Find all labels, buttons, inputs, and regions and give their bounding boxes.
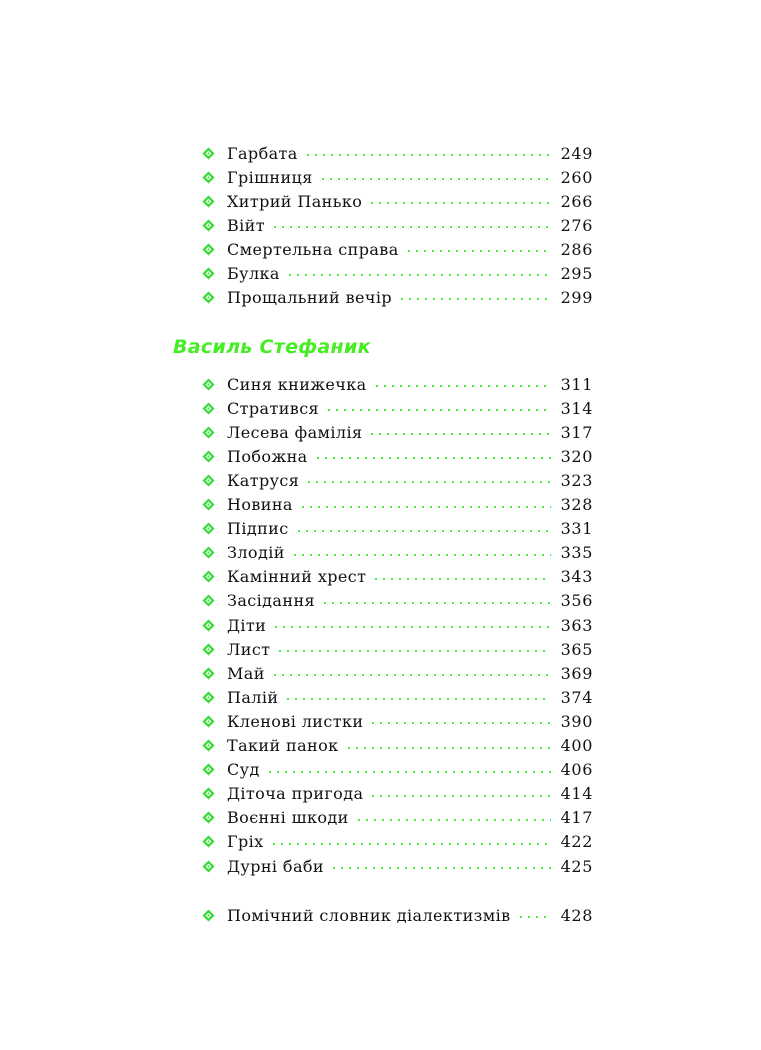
- toc-entry-page-number: 390: [560, 711, 593, 731]
- toc-entry-title: Катруся: [227, 470, 300, 490]
- toc-entry-title: Смертельна справа: [227, 239, 399, 259]
- toc-entry-title: Такий панок: [227, 736, 339, 755]
- dot-leader: [304, 154, 551, 156]
- green-diamond-icon: [202, 594, 215, 607]
- dot-leader: [325, 409, 551, 411]
- green-diamond-icon: [202, 570, 215, 583]
- dot-leader: [355, 819, 551, 821]
- toc-entry-page-number: 276: [560, 215, 593, 235]
- toc-entry-title: Хитрий Панько: [227, 191, 363, 211]
- toc-entry-page-number: 369: [560, 663, 593, 683]
- toc-entry: [202, 372, 593, 396]
- toc-entry-page-number: 260: [560, 167, 593, 187]
- green-diamond-icon: [202, 147, 215, 160]
- green-diamond-icon: [202, 739, 215, 752]
- toc-entry: [202, 685, 593, 709]
- dot-leader: [369, 795, 551, 797]
- toc-entry-title: Стратився: [227, 398, 320, 418]
- toc-entry-page-number: 425: [560, 856, 593, 876]
- dot-leader: [368, 202, 551, 204]
- dot-leader: [321, 602, 551, 604]
- toc-entry: [202, 709, 593, 733]
- toc-entry-page-number: 365: [560, 639, 593, 659]
- dot-leader: [266, 771, 551, 773]
- toc-entry-title: Новина: [227, 495, 293, 514]
- toc-entry-title: Суд: [227, 760, 260, 780]
- toc-entry-page-number: 317: [560, 422, 593, 442]
- toc-entry-title: Грішниця: [227, 167, 313, 187]
- toc-entry-title: Булка: [227, 263, 280, 283]
- dot-leader: [368, 433, 551, 435]
- toc-entry-page-number: 266: [560, 191, 593, 211]
- dot-leader: [305, 481, 551, 483]
- dot-leader: [295, 530, 551, 532]
- green-diamond-icon: [202, 787, 215, 800]
- toc-entry: [202, 396, 593, 420]
- toc-entry: [202, 213, 593, 237]
- toc-entry-title: Гарбата: [227, 143, 298, 163]
- toc-entry: [202, 444, 593, 468]
- toc-entry-page-number: 374: [560, 687, 593, 707]
- green-diamond-icon: [202, 171, 215, 184]
- dot-leader: [286, 274, 551, 276]
- toc-entry-title: Палій: [227, 687, 279, 707]
- green-diamond-icon: [202, 763, 215, 776]
- toc-entry: [202, 661, 593, 685]
- green-diamond-icon: [202, 715, 215, 728]
- dot-leader: [373, 385, 551, 387]
- toc-entry-page-number: 363: [560, 615, 593, 635]
- toc-entry-page-number: 335: [560, 543, 593, 563]
- green-diamond-icon: [202, 691, 215, 704]
- toc-entry-page-number: 356: [560, 591, 593, 611]
- green-diamond-icon: [202, 909, 215, 922]
- dot-leader: [291, 554, 551, 556]
- toc-entry-title: Прощальний вечір: [227, 287, 393, 307]
- dot-leader: [270, 843, 551, 845]
- dot-leader: [284, 698, 551, 700]
- toc-entry-title: Синя книжечка: [227, 374, 367, 394]
- green-diamond-icon: [202, 450, 215, 463]
- toc-entry-page-number: 428: [560, 905, 593, 925]
- toc-entry: [202, 613, 593, 637]
- toc-entry-page-number: 311: [560, 374, 593, 394]
- green-diamond-icon: [202, 546, 215, 559]
- toc-entry-title: Май: [227, 663, 265, 683]
- toc-entry: [202, 589, 593, 613]
- green-diamond-icon: [202, 267, 215, 280]
- section-heading-author: Василь Стефаник: [173, 336, 371, 358]
- toc-entry-page-number: 417: [560, 808, 593, 828]
- green-diamond-icon: [202, 643, 215, 656]
- toc-entry: [202, 468, 593, 492]
- toc-entry: [202, 189, 593, 213]
- green-diamond-icon: [202, 667, 215, 680]
- green-diamond-icon: [202, 860, 215, 873]
- dot-leader: [299, 506, 551, 508]
- toc-entry-title: Воєнні шкоди: [227, 808, 349, 828]
- toc-entry: [202, 165, 593, 189]
- toc-entry-page-number: 286: [560, 239, 593, 259]
- toc-entry-title: Помічний словник діалектизмів: [227, 905, 511, 925]
- toc-entry-page-number: 314: [560, 398, 593, 418]
- toc-entry: [202, 782, 593, 806]
- toc-entry-title: Побожна: [227, 446, 308, 466]
- toc-entry-page-number: 343: [560, 567, 593, 587]
- green-diamond-icon: [202, 522, 215, 535]
- toc-entry-page-number: 328: [560, 495, 593, 514]
- dot-leader: [405, 250, 551, 252]
- toc-entry-page-number: 295: [560, 263, 593, 283]
- toc-entry-page-number: 249: [560, 143, 593, 163]
- toc-entry-page-number: 323: [560, 470, 593, 490]
- dot-leader: [271, 674, 551, 676]
- green-diamond-icon: [202, 195, 215, 208]
- dot-leader: [330, 867, 551, 869]
- toc-entry-title: Дурні баби: [227, 856, 324, 876]
- toc-entry: [202, 565, 593, 589]
- toc-entry-title: Діти: [227, 615, 267, 635]
- green-diamond-icon: [202, 378, 215, 391]
- green-diamond-icon: [202, 619, 215, 632]
- toc-entry: [202, 854, 593, 878]
- toc-entry: [202, 285, 593, 309]
- toc-entry: [202, 493, 593, 517]
- toc-entry-title: Кленові листки: [227, 711, 364, 731]
- toc-entry-page-number: 422: [560, 832, 593, 852]
- toc-entry-page-number: 320: [560, 446, 593, 466]
- dot-leader: [345, 747, 551, 749]
- toc-entry-page-number: 299: [560, 287, 593, 307]
- toc-entry: [202, 734, 593, 758]
- dot-leader: [517, 916, 551, 918]
- toc-entry-title: Лист: [227, 639, 271, 659]
- green-diamond-icon: [202, 811, 215, 824]
- green-diamond-icon: [202, 835, 215, 848]
- dot-leader: [276, 650, 551, 652]
- green-diamond-icon: [202, 219, 215, 232]
- dot-leader: [372, 578, 551, 580]
- toc-entry-title: Діточа пригода: [227, 784, 364, 804]
- dot-leader: [319, 178, 551, 180]
- toc-entry: [202, 141, 593, 165]
- green-diamond-icon: [202, 498, 215, 511]
- green-diamond-icon: [202, 291, 215, 304]
- toc-entry: [202, 237, 593, 261]
- toc-entry: [202, 903, 593, 927]
- toc-entry-page-number: 406: [560, 760, 593, 780]
- toc-entry: [202, 261, 593, 285]
- toc-entry: [202, 517, 593, 541]
- toc-entry: [202, 420, 593, 444]
- dot-leader: [271, 226, 551, 228]
- toc-entry-title: Лесева фамілія: [227, 422, 363, 442]
- green-diamond-icon: [202, 402, 215, 415]
- toc-entry: [202, 637, 593, 661]
- toc-entry-title: Підпис: [227, 519, 289, 539]
- toc-entry-page-number: 400: [560, 736, 593, 755]
- dot-leader: [272, 626, 551, 628]
- toc-entry: [202, 830, 593, 854]
- toc-entry-title: Злодій: [227, 543, 285, 563]
- toc-entry-page-number: 414: [560, 784, 593, 804]
- toc-entry-title: Війт: [227, 215, 265, 235]
- dot-leader: [398, 298, 551, 300]
- toc-entry-title: Гріх: [227, 832, 264, 852]
- toc-entry-page-number: 331: [560, 519, 593, 539]
- toc-entry-title: Засідання: [227, 591, 315, 611]
- green-diamond-icon: [202, 243, 215, 256]
- dot-leader: [369, 722, 551, 724]
- toc-entry: [202, 806, 593, 830]
- green-diamond-icon: [202, 426, 215, 439]
- green-diamond-icon: [202, 474, 215, 487]
- toc-entry-title: Камінний хрест: [227, 567, 367, 587]
- toc-entry: [202, 758, 593, 782]
- toc-entry: [202, 541, 593, 565]
- dot-leader: [314, 457, 551, 459]
